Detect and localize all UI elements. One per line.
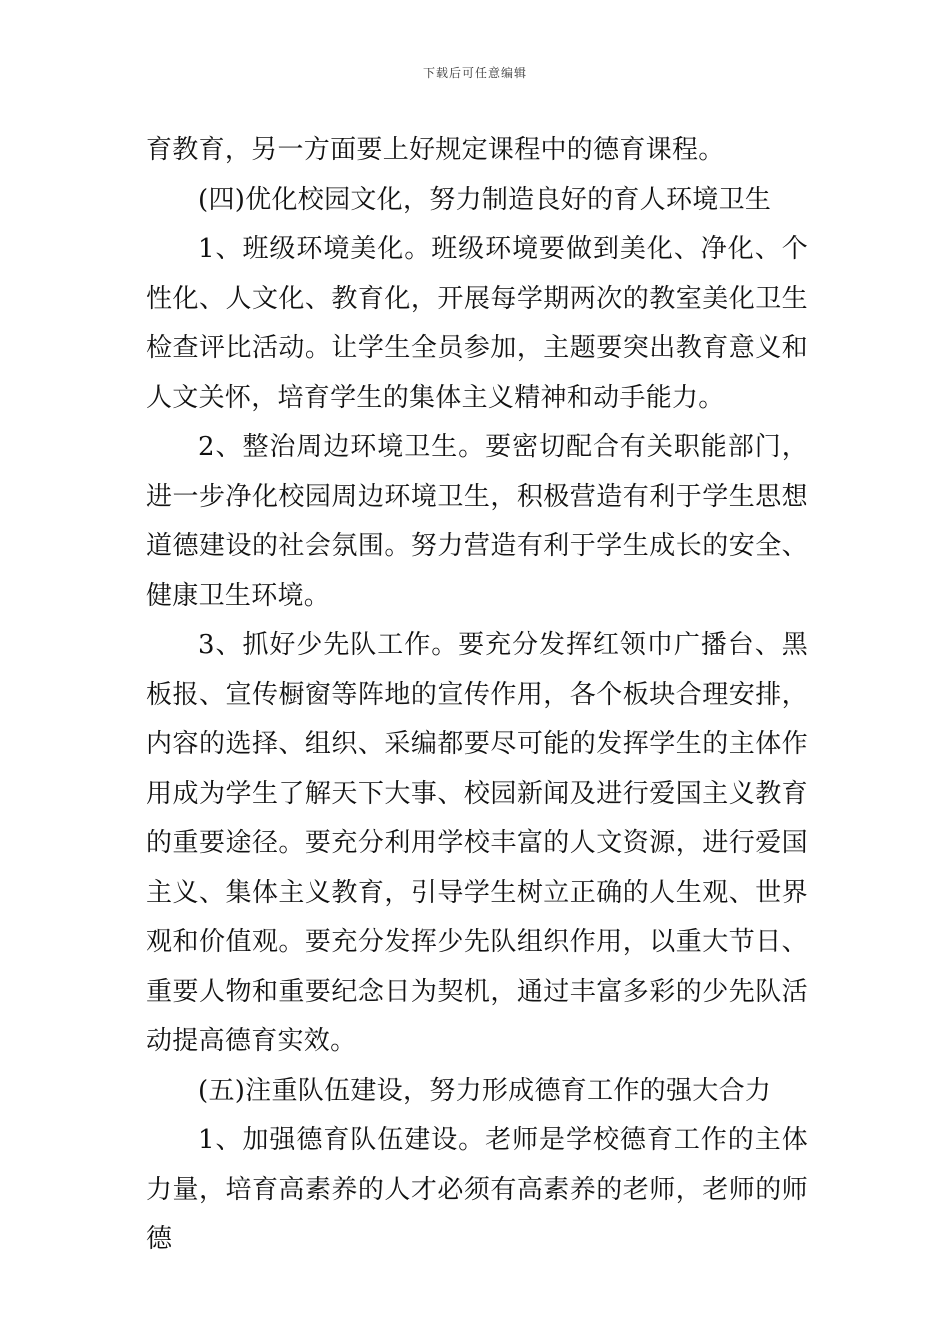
page-header: 下载后可任意编辑 [422, 66, 527, 80]
section-heading: (五)注重队伍建设，努力形成德育工作的强大合力 [198, 1075, 772, 1106]
paragraph: 1、加强德育队伍建设。老师是学校德育工作的主体力量，培育高素养的人才必须有高素养的老师，老师的师德 [146, 1125, 808, 1254]
paragraph: 2、整治周边环境卫生。要密切配合有关职能部门，进一步净化校园周边环境卫生，积极营造有利于学生思想道德建设的社会氛围。努力营造有利于学生成长的安全、健康卫生环境。 [146, 432, 808, 611]
paragraph: 3、抓好少先队工作。要充分发挥红领巾广播台、黑板报、宣传橱窗等阵地的宣传作用，各个板块合理安排，内容的选择、组织、采编都要尽可能的发挥学生的主体作用成为学生了解天下大事、校园新闻及进行爱国主义教育的重要途径。要充分利用学校丰富的人文资源，进行爱国主义、集体主义教育，引导学生树立正确的人生观、世界观和价值观。要充分发挥少先队组织作用，以重大节日、重要人物和重要纪念日为契机，通过丰富多彩的少先队活动提高德育实效。 [146, 630, 808, 1056]
section-heading: (四)优化校园文化，努力制造良好的育人环境卫生 [198, 184, 772, 215]
document-body [146, 126, 808, 1265]
paragraph: 育教育，另一方面要上好规定课程中的德育课程。 [146, 135, 725, 165]
paragraph: 1、班级环境美化。班级环境要做到美化、净化、个性化、人文化、教育化，开展每学期两次的教室美化卫生检查评比活动。让学生全员参加，主题要突出教育意义和人文关怀，培育学生的集体主义精神和动手能力。 [146, 234, 808, 413]
